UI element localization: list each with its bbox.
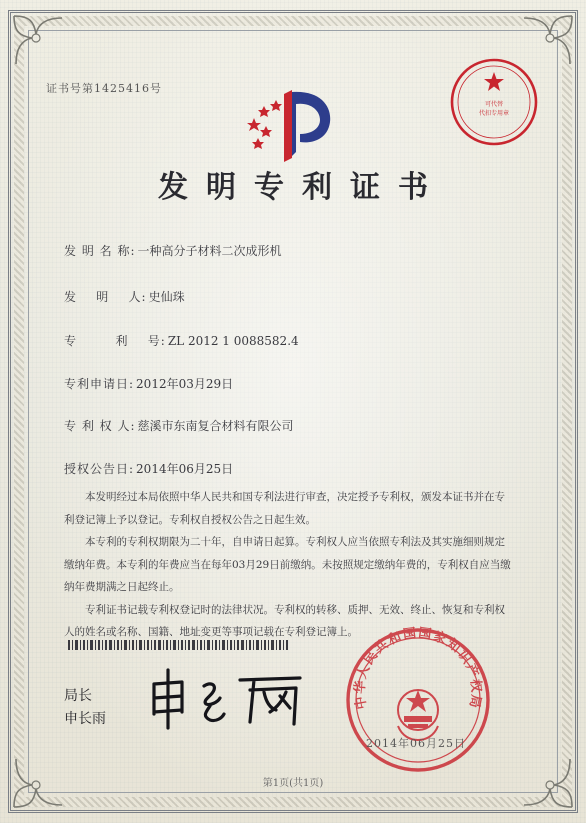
svg-text:可代替: 可代替 — [484, 101, 504, 108]
logo-star — [247, 118, 261, 131]
logo-p-stem — [284, 90, 292, 162]
document-title: 发明专利证书 — [158, 170, 446, 205]
patent-number-label: 专 利 号: — [64, 334, 166, 348]
body-paragraph: 本发明经过本局依照中华人民共和国专利法进行审查，决定授予专利权，颁发本证书并在专利登记簿上予以登记。专利权自授权公告之日起生效。 — [64, 491, 505, 526]
invention-name-value: 一种高分子材料二次成形机 — [137, 244, 282, 258]
body-paragraph: 本专利的专利权期限为二十年，自申请日起算。专利权人应当依照专利法及其实施细则规定缴纳年费。本专利的年费应当在每年03月29日前缴纳。未按照规定缴纳年费的，专利权自应当缴纳年费期满之日起终止。 — [64, 536, 511, 593]
inventor-value: 史仙珠 — [148, 290, 185, 304]
inventor-row — [64, 288, 185, 305]
barcode — [68, 640, 288, 650]
invention-name-row — [64, 242, 282, 259]
inventor-label: 发 明 人: — [64, 290, 147, 304]
patent-number-row — [64, 332, 299, 349]
grant-date-label: 授权公告日: — [64, 462, 135, 476]
director-signature — [140, 662, 310, 732]
body-paragraph: 专利证书记载专利权登记时的法律状况。专利权的转移、质押、无效、终止、恢复和专利权人的姓名或名称、国籍、地址变更等事项记载在专利登记簿上。 — [64, 603, 505, 638]
logo-p-bowl — [292, 92, 330, 156]
director-name: 申长雨 — [64, 711, 106, 727]
patent-number-value: ZL 2012 1 0088582.4 — [167, 334, 299, 348]
svg-text:代扣专用章: 代扣专用章 — [478, 110, 510, 117]
director-title: 局长 — [64, 688, 92, 704]
seal-large — [344, 626, 492, 774]
grant-date-value: 2014年06月25日 — [136, 462, 234, 476]
certificate-number: 证书号第1425416号 — [46, 82, 162, 95]
filing-date-value: 2012年03月29日 — [136, 377, 234, 391]
page-number: 第1页(共1页) — [262, 778, 324, 789]
patent-office-logo — [240, 80, 340, 170]
logo-star — [252, 138, 264, 149]
filing-date-label: 专利申请日: — [64, 377, 135, 391]
seal-date: 2014年06月25日 — [366, 737, 466, 750]
patentee-row — [64, 417, 294, 434]
seal-small — [448, 56, 540, 148]
patentee-value: 慈溪市东南复合材料有限公司 — [137, 419, 294, 433]
logo-star — [270, 100, 282, 111]
filing-date-row — [64, 375, 233, 392]
patentee-label: 专 利 权 人: — [64, 419, 136, 433]
invention-name-label: 发 明 名 称: — [64, 244, 136, 258]
logo-star — [258, 106, 270, 117]
logo-star — [260, 126, 272, 137]
certificate-body — [64, 486, 512, 644]
grant-date-row — [64, 460, 233, 477]
seal-large-text: 中华人民共和国国家知识产权局 — [352, 626, 484, 711]
corner-ornament — [10, 12, 70, 72]
